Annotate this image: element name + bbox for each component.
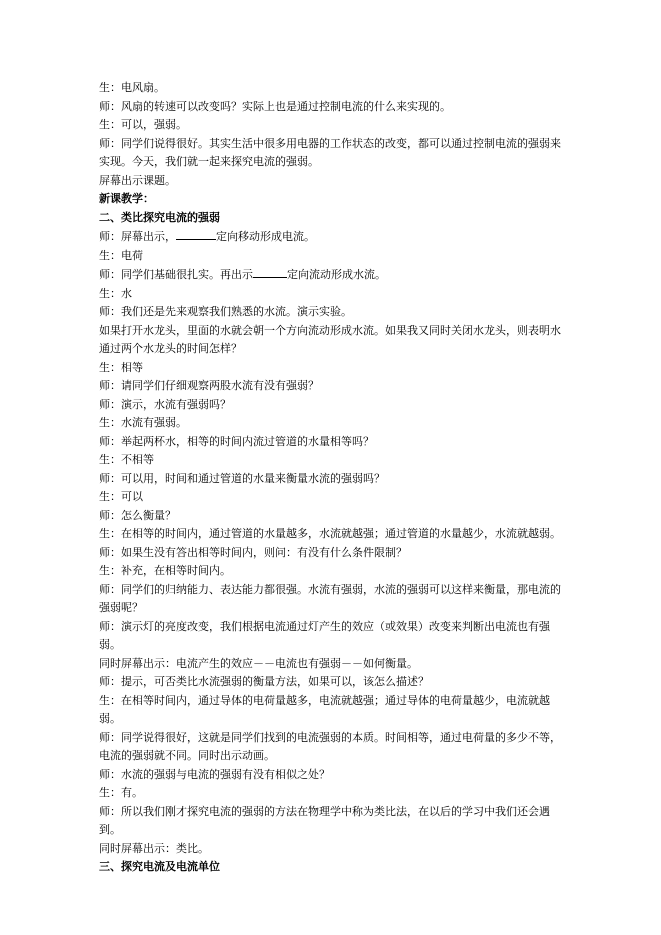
dialogue-line: 生：电风扇。	[99, 81, 165, 94]
dialogue-line: 生：可以，强弱。	[99, 118, 187, 131]
dialogue-line: 师：同学们说得很好。其实生活中很多用电器的工作状态的改变，都可以通过控制电流的强弱来实现。今天，我们就一起来探究电流的强弱。	[99, 136, 561, 168]
dialogue-line: 同时屏幕出示：类比。	[99, 841, 209, 855]
dialogue-line: 生：相等	[99, 360, 143, 374]
line-text: 定向移动形成电流。	[216, 230, 315, 243]
dialogue-line: 师：可以用，时间和通过管道的水量来衡量水流的强弱吗？	[99, 471, 385, 485]
dialogue-line: 师：水流的强弱与电流的强弱有没有相似之处？	[99, 767, 330, 781]
section-heading-current-unit: 三、探究电流及电流单位	[99, 860, 220, 873]
line-text: 定向流动形成水流。	[287, 268, 386, 281]
line-text: 师：屏幕出示，	[99, 230, 176, 243]
fill-in-blank	[253, 265, 287, 278]
dialogue-line-with-blank	[99, 227, 569, 247]
dialogue-line: 师：怎么衡量？	[99, 508, 176, 522]
dialogue-line: 生：在相等的时间内，通过管道的水量越多，水流就越强；通过管道的水量越少，水流就越弱。	[99, 527, 561, 540]
dialogue-line: 师：举起两杯水，相等的时间内流过管道的水量相等吗？	[99, 434, 374, 448]
dialogue-line: 生：可以	[99, 490, 143, 503]
dialogue-line-with-blank	[99, 265, 569, 285]
dialogue-line: 师：风扇的转速可以改变吗？实际上也是通过控制电流的什么来实现的。	[99, 99, 451, 113]
dialogue-line: 生：补充，在相等时间内。	[99, 564, 231, 577]
dialogue-line: 师：请同学们仔细观察两股水流有没有强弱？	[99, 379, 319, 392]
dialogue-line: 生：水流有强弱。	[99, 416, 187, 429]
dialogue-line: 同时屏幕出示：电流产生的效应－－电流也有强弱－－如何衡量。	[99, 656, 418, 670]
line-text: 师：同学们基础很扎实。再出示	[99, 268, 253, 281]
lesson-transcript	[99, 79, 569, 877]
section-heading-new-lesson: 新课教学：	[99, 192, 154, 205]
dialogue-line: 师：我们还是先来观察我们熟悉的水流。演示实验。	[99, 305, 352, 318]
dialogue-line: 如果打开水龙头，里面的水就会朝一个方向流动形成水流。如果我又同时关闭水龙头，则表明水通过两个水龙头的时间怎样？	[99, 323, 561, 355]
dialogue-line: 师：演示，水流有强弱吗？	[99, 397, 231, 411]
dialogue-line: 生：在相等时间内，通过导体的电荷量越多，电流就越强；通过导体的电荷量越少，电流就越弱。	[99, 693, 550, 725]
dialogue-line: 屏幕出示课题。	[99, 173, 176, 187]
dialogue-line: 生：不相等	[99, 453, 154, 466]
dialogue-line: 生：电荷	[99, 248, 143, 262]
dialogue-line: 师：如果生没有答出相等时间内，则问：有没有什么条件限制？	[99, 545, 407, 559]
dialogue-line: 师：提示，可否类比水流强弱的衡量方法，如果可以，该怎么描述？	[99, 675, 429, 688]
dialogue-line: 师：所以我们刚才探究电流的强弱的方法在物理学中称为类比法，在以后的学习中我们还会遇到。	[99, 804, 550, 836]
dialogue-line: 生：有。	[99, 786, 143, 799]
dialogue-line: 师：同学说得很好，这就是同学们找到的电流强弱的本质。时间相等，通过电荷量的多少不等，电流的强弱就不同。同时出示动画。	[99, 730, 561, 762]
dialogue-line: 师：同学们的归纳能力、表达能力都很强。水流有强弱，水流的强弱可以这样来衡量，那电流的强弱呢？	[99, 582, 561, 614]
fill-in-blank	[176, 227, 216, 240]
section-heading-analogy: 二、类比探究电流的强弱	[99, 210, 220, 224]
dialogue-line: 师：演示灯的亮度改变，我们根据电流通过灯产生的效应（或效果）改变来判断出电流也有强弱。	[99, 619, 550, 651]
dialogue-line: 生：水	[99, 286, 132, 300]
